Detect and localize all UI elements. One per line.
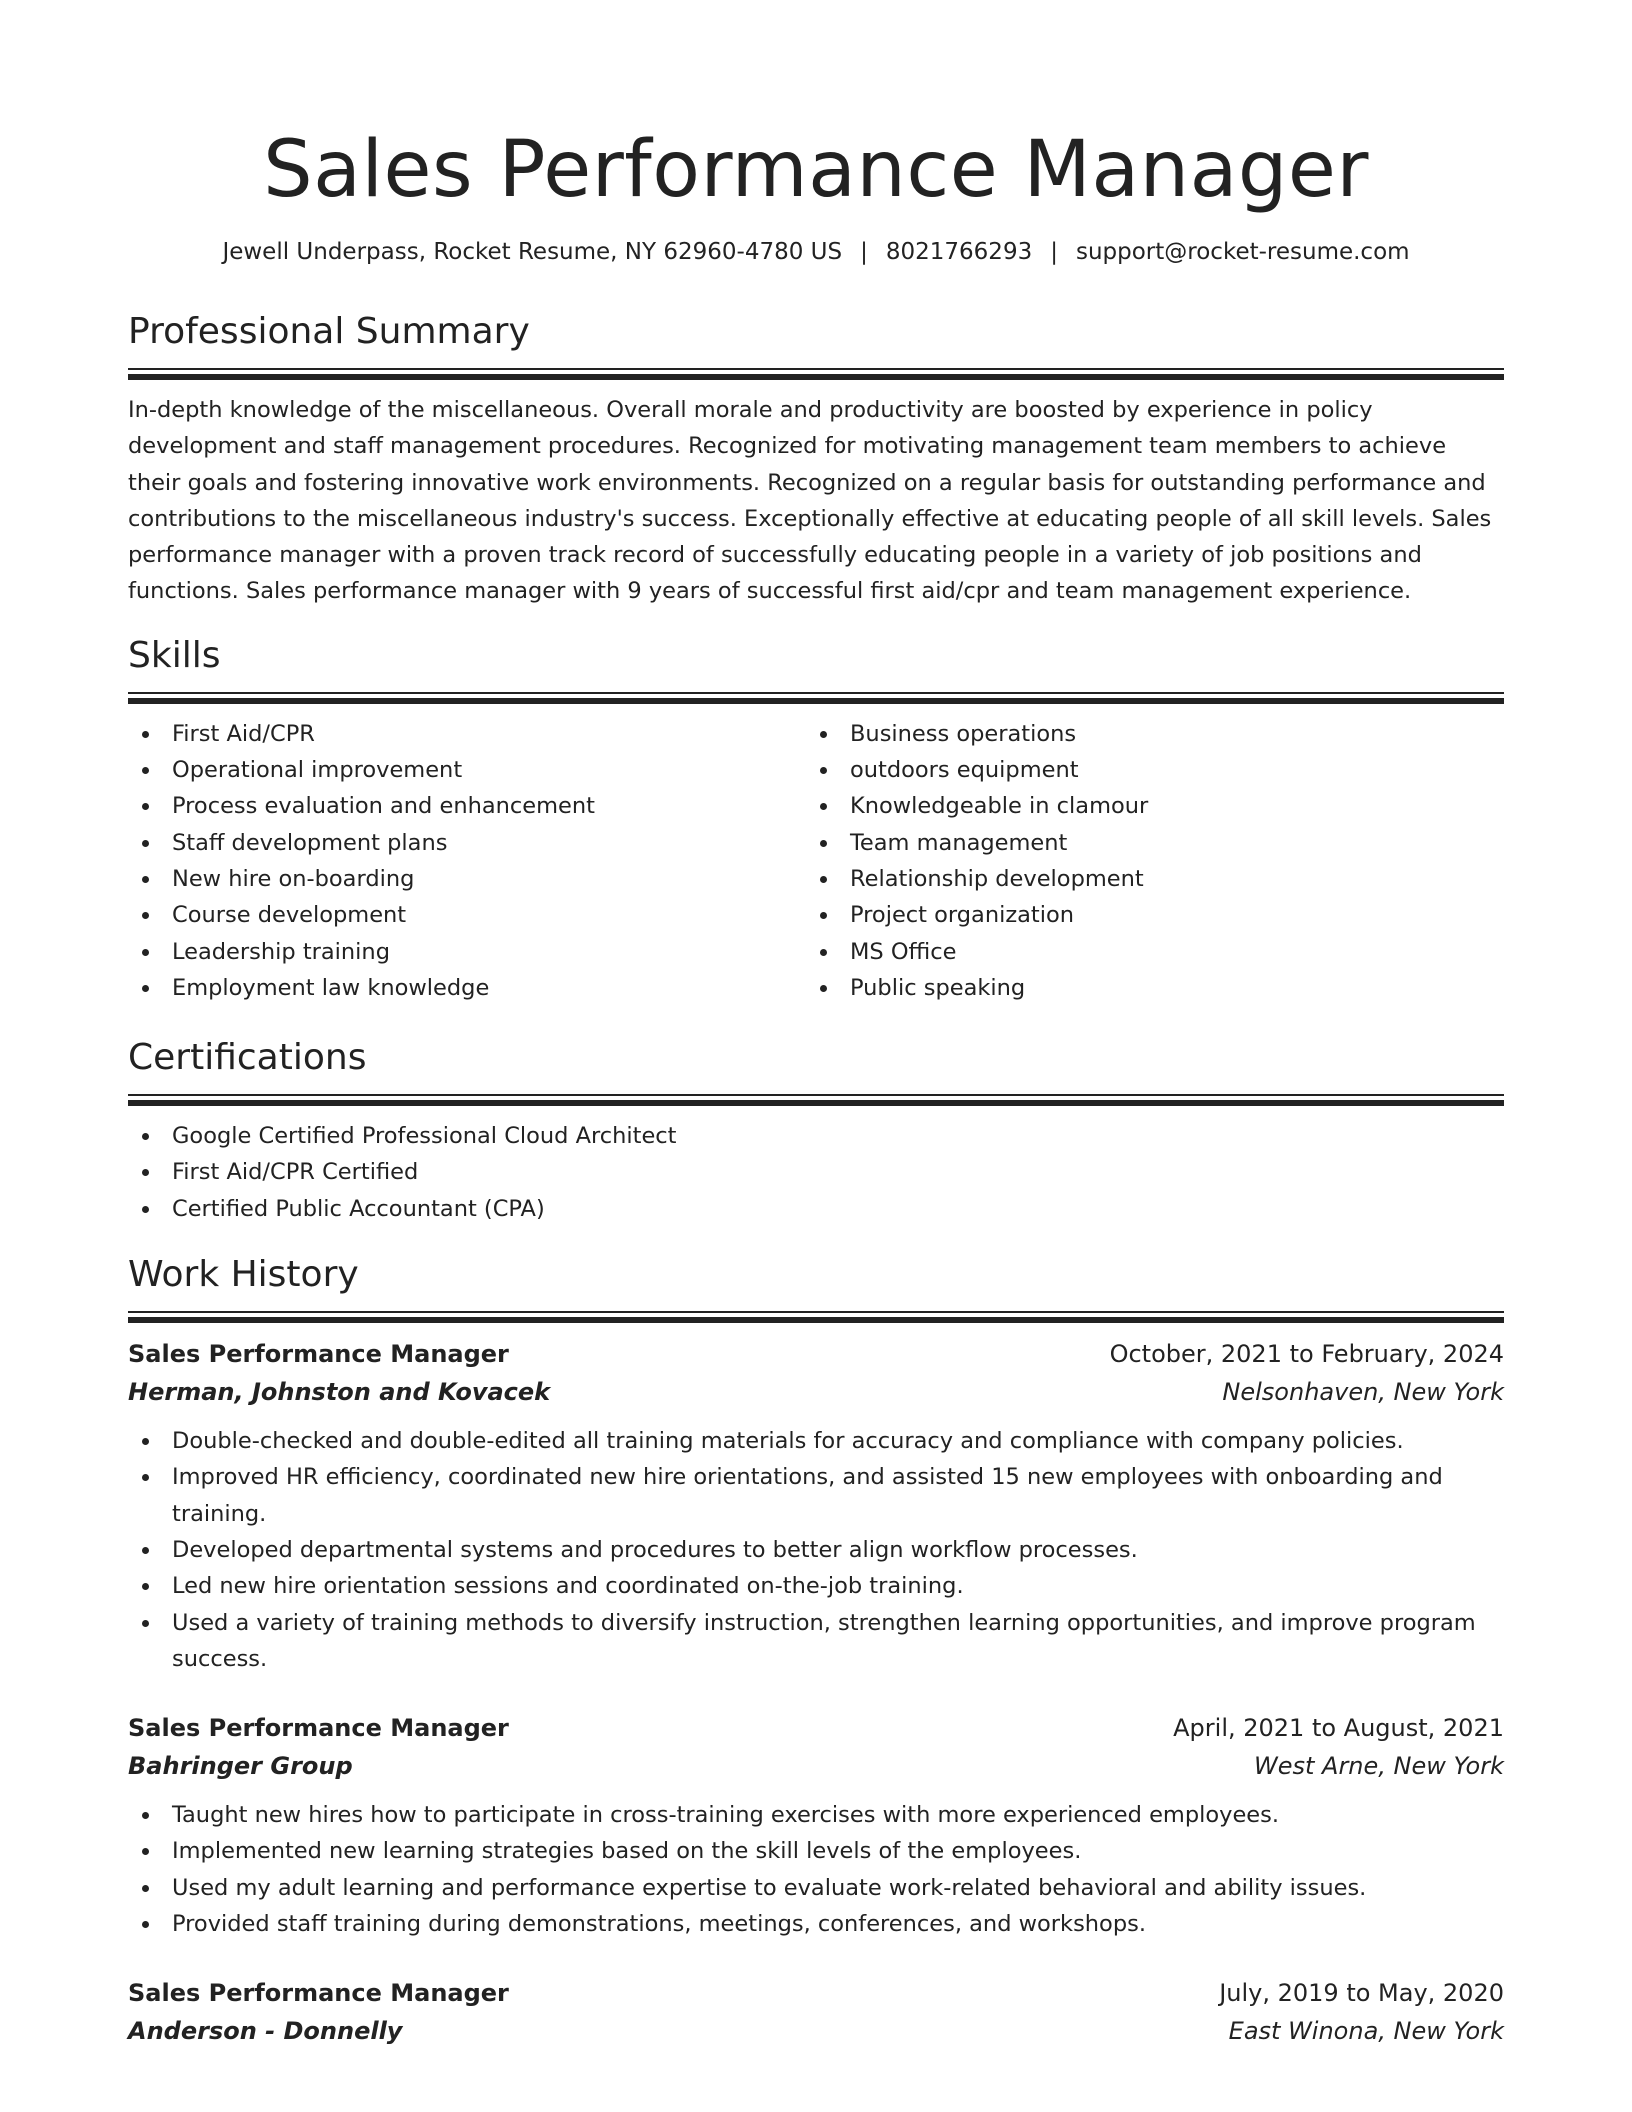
job-title: Sales Performance Manager — [128, 1979, 509, 2008]
summary-text: In-depth knowledge of the miscellaneous. Overall morale and productivity are boosted by experience in policy development and staff management procedures. Recognized for motivating management team members to achieve their goals and fostering innovative work environments. Recognized on a regular basis for outstanding performance and contributions to the miscellaneous industry's success. Exceptionally effective at educating people of all skill levels. Sales performance manager with a proven track record of successfully educating people in a variety of job positions and functions. Sales performance manager with 9 years of successful first aid/cpr and team management experience. — [128, 397, 1492, 605]
job-bullet: Provided staff training during demonstrations, meetings, conferences, and workshops. — [128, 1906, 1504, 1942]
skill-item: Leadership training — [128, 934, 806, 970]
section-title-summary: Professional Summary — [128, 311, 530, 352]
certifications-section — [128, 1034, 1504, 1227]
section-divider — [128, 1311, 1504, 1323]
job-header-row — [128, 1335, 1504, 1373]
resume-page — [128, 0, 1504, 2050]
section-title-work-history: Work History — [128, 1254, 359, 1296]
skill-item: Course development — [128, 897, 806, 933]
certification-item: First Aid/CPR Certified — [128, 1154, 1504, 1190]
skill-item: Relationship development — [806, 861, 1484, 897]
section-divider — [128, 368, 1504, 380]
skill-item: First Aid/CPR — [128, 716, 806, 752]
job-bullet: Improved HR efficiency, coordinated new hire orientations, and assisted 15 new employees with onboarding and training. — [128, 1459, 1504, 1532]
work-history-section — [128, 1251, 1504, 2050]
job-bullet: Used my adult learning and performance expertise to evaluate work-related behavioral and ability issues. — [128, 1870, 1504, 1906]
certifications-list — [128, 1118, 1504, 1227]
contact-separator: | — [1050, 239, 1058, 265]
contact-phone: 8021766293 — [885, 239, 1033, 265]
job-dates: April, 2021 to August, 2021 — [1173, 1714, 1504, 1743]
job-dates: October, 2021 to February, 2024 — [1109, 1340, 1504, 1369]
job-bullet: Implemented new learning strategies based on the skill levels of the employees. — [128, 1833, 1504, 1869]
skills-column-left — [128, 716, 806, 1006]
skills-grid — [128, 716, 1504, 1006]
skills-column-right — [806, 716, 1484, 1006]
section-divider — [128, 1094, 1504, 1106]
jobs-list — [128, 1335, 1504, 2050]
contact-address: Jewell Underpass, Rocket Resume, NY 62960-4780 US — [222, 239, 843, 265]
job-bullet: Taught new hires how to participate in cross-training exercises with more experienced employees. — [128, 1797, 1504, 1833]
skills-section — [128, 632, 1504, 1006]
job-bullets — [128, 1797, 1504, 1942]
skill-item: New hire on-boarding — [128, 861, 806, 897]
skill-item: Project organization — [806, 897, 1484, 933]
job-header-row — [128, 1709, 1504, 1747]
job-company-row — [128, 1747, 1504, 1785]
job-company: Bahringer Group — [128, 1752, 353, 1781]
job-location: East Winona, New York — [1228, 2017, 1504, 2046]
skill-item: Operational improvement — [128, 752, 806, 788]
skill-item: outdoors equipment — [806, 752, 1484, 788]
job-location: Nelsonhaven, New York — [1222, 1378, 1504, 1407]
contact-separator: | — [860, 239, 868, 265]
contact-line — [128, 236, 1504, 268]
skill-item: Public speaking — [806, 970, 1484, 1006]
job-bullet: Led new hire orientation sessions and coordinated on-the-job training. — [128, 1568, 1504, 1604]
job-location: West Arne, New York — [1253, 1752, 1504, 1781]
skill-item: Business operations — [806, 716, 1484, 752]
skill-item: Process evaluation and enhancement — [128, 788, 806, 824]
certification-item: Certified Public Accountant (CPA) — [128, 1191, 1504, 1227]
job-dates: July, 2019 to May, 2020 — [1219, 1979, 1504, 2008]
section-title-skills: Skills — [128, 634, 221, 676]
job-header-row — [128, 1974, 1504, 2012]
job-bullet: Double-checked and double-edited all training materials for accuracy and compliance with company policies. — [128, 1423, 1504, 1459]
job-company: Anderson - Donnelly — [128, 2017, 403, 2046]
resume-name: Sales Performance Manager — [263, 125, 1369, 215]
skill-item: Staff development plans — [128, 825, 806, 861]
skill-item: Knowledgeable in clamour — [806, 788, 1484, 824]
certification-item: Google Certified Professional Cloud Architect — [128, 1118, 1504, 1154]
job-company-row — [128, 1373, 1504, 1411]
job-title: Sales Performance Manager — [128, 1714, 509, 1743]
section-title-certifications: Certifications — [128, 1037, 367, 1079]
contact-email: support@rocket-resume.com — [1075, 239, 1410, 265]
job-entry — [128, 1709, 1504, 1942]
job-bullet: Developed departmental systems and procedures to better align workflow processes. — [128, 1532, 1504, 1568]
summary-section — [128, 308, 1504, 610]
job-entry — [128, 1974, 1504, 2050]
job-bullets — [128, 1423, 1504, 1677]
job-bullet: Used a variety of training methods to diversify instruction, strengthen learning opportunities, and improve program success. — [128, 1605, 1504, 1678]
job-company: Herman, Johnston and Kovacek — [128, 1378, 551, 1407]
skill-item: MS Office — [806, 934, 1484, 970]
job-entry — [128, 1335, 1504, 1677]
section-divider — [128, 692, 1504, 704]
skill-item: Employment law knowledge — [128, 970, 806, 1006]
job-company-row — [128, 2012, 1504, 2050]
skill-item: Team management — [806, 825, 1484, 861]
job-title: Sales Performance Manager — [128, 1340, 509, 1369]
